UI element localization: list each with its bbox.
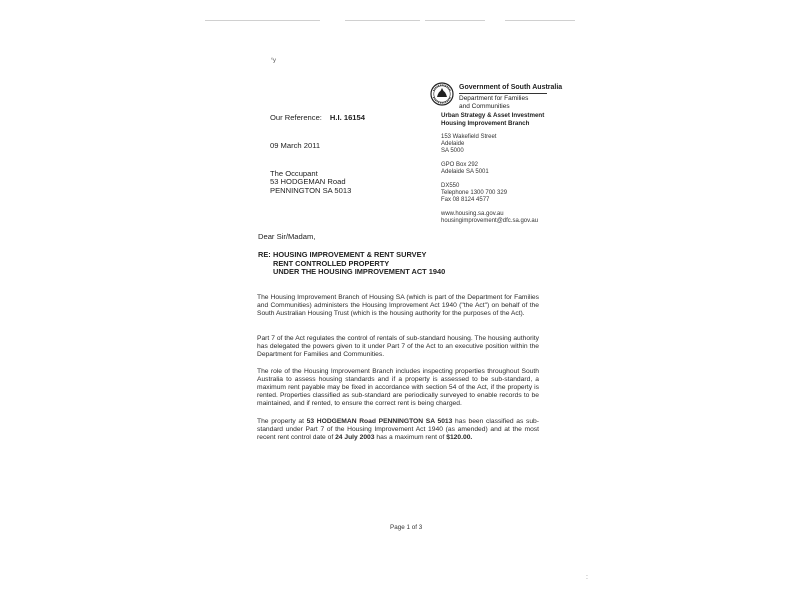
subject-block [258, 251, 445, 277]
government-seal-icon [430, 82, 454, 106]
postal-address [441, 162, 489, 176]
subject-label: RE: [258, 250, 271, 259]
email-link: housingimprovement@dfc.sa.gov.au [441, 217, 539, 224]
dx-number: DX550 [441, 183, 460, 189]
recipient-line-1: The Occupant [270, 169, 318, 178]
department-line-2: and Communities [459, 103, 510, 110]
gpo-box: GPO Box 292 [441, 162, 479, 168]
contact-numbers [441, 183, 507, 203]
paragraph-4 [257, 418, 539, 442]
scan-line [205, 20, 320, 21]
subject-line-2: RENT CONTROLLED PROPERTY [273, 258, 390, 268]
subject-line-1: HOUSING IMPROVEMENT & RENT SURVEY [273, 250, 427, 259]
reference-label: Our Reference: [270, 113, 322, 122]
scan-line [505, 20, 575, 21]
our-reference [270, 113, 365, 122]
p4-property: 53 HODGEMAN Road PENNINGTON SA 5013 [306, 418, 453, 425]
street: 153 Wakefield Street [441, 134, 497, 140]
paragraph-1: The Housing Improvement Branch of Housing SA (which is part of the Department for Families and Communities) administers the Housing Improvement Act 1940 ("the Act") on behalf of the South Australian Housing Trust (which is the housing authority for the purposes of the Act). [257, 294, 539, 317]
p4-date: 24 July 2003 [335, 433, 375, 441]
corner-mark: : [586, 574, 588, 581]
gpo-city: Adelaide SA 5001 [441, 168, 489, 175]
subject-line-3: UNDER THE HOUSING IMPROVEMENT ACT 1940 [273, 267, 446, 276]
paragraph-2: Part 7 of the Act regulates the control of rentals of sub-standard housing. The housing authority has delegated the powers given to it under Part 7 of the Act to an executive position within the Department for Families and Communities. [257, 335, 539, 358]
p4-text-a: The property at [257, 418, 307, 425]
recipient-line-3: PENNINGTON SA 5013 [270, 185, 352, 195]
page-number: Page 1 of 3 [390, 524, 423, 531]
salutation: Dear Sir/Madam, [258, 232, 316, 241]
branch-line-1: Urban Strategy & Asset Investment [441, 112, 545, 119]
government-name: Government of South Australia [459, 84, 563, 91]
state: SA 5000 [441, 147, 464, 154]
branch-line-2: Housing Improvement Branch [441, 119, 530, 127]
stray-mark: ‘ʸ [271, 56, 276, 66]
telephone: Telephone 1300 700 329 [441, 189, 508, 196]
p4-rent: $120.00. [446, 433, 473, 441]
web-contacts [441, 211, 538, 225]
reference-value: H.I. 16154 [329, 113, 365, 122]
branch-block [441, 112, 544, 127]
website-link: www.housing.sa.gov.au [441, 211, 504, 217]
city: Adelaide [441, 140, 465, 147]
recipient-line-2: 53 HODGEMAN Road [270, 177, 346, 187]
street-address [441, 134, 496, 154]
recipient-address [270, 170, 351, 195]
department-line-1: Department for Families [459, 95, 529, 102]
scan-line [345, 20, 420, 21]
letterhead [459, 84, 562, 111]
scan-line [425, 20, 485, 21]
letterhead-rule [459, 93, 547, 94]
fax: Fax 08 8124 4577 [441, 196, 490, 203]
letter-date: 09 March 2011 [270, 141, 321, 150]
paragraph-3: The role of the Housing Improvement Branch includes inspecting properties throughout South Australia to assess housing standards and if a property is assessed to be sub-standard, a maximum rent payable may be fixed in accordance with section 54 of the Act, if the property is rented. Properties classified as sub-standard are periodically surveyed to enable records to be maintained, and if rented, to ensure the correct rent is being charged. [257, 368, 539, 407]
p4-text-c: has been classified as sub-standard under Part 7 of the Housing Improvement Act 1940 (as amended) and at the most recent rent control date of [257, 418, 539, 441]
p4-text-e: has a maximum rent of [374, 433, 447, 441]
